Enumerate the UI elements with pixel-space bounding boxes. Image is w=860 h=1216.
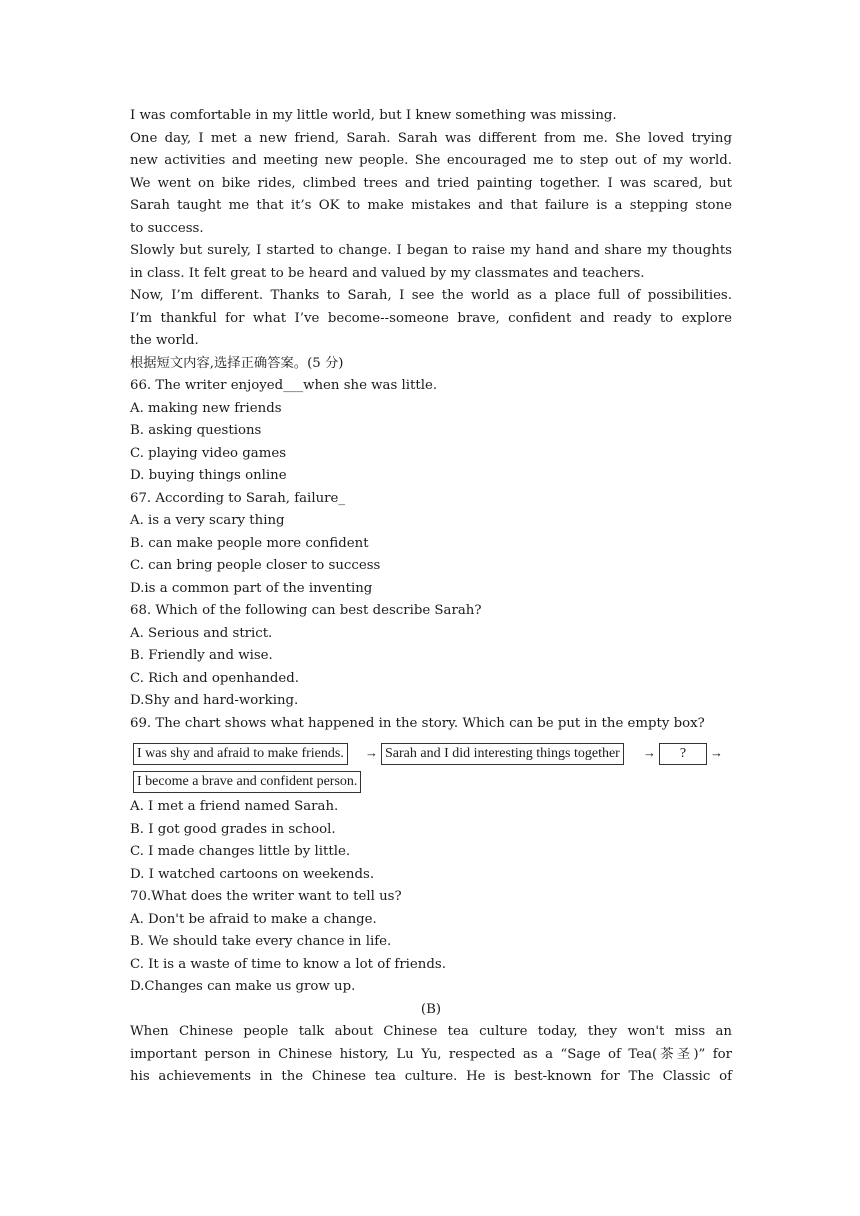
flowchart-box: I was shy and afraid to make friends. <box>133 743 348 765</box>
arrow-right-icon: → <box>643 745 656 760</box>
passage-line: his achievements in the Chinese tea culture. He is best-known for The Classic of <box>130 1069 732 1084</box>
flowchart-box: Sarah and I did interesting things together <box>381 743 624 765</box>
passage-line: new activities and meeting new people. She encouraged me to step out of my world. <box>130 153 732 168</box>
answer-option: C. I made changes little by little. <box>130 844 351 859</box>
answer-option: A. Don't be afraid to make a change. <box>130 911 377 927</box>
section-heading: (B) <box>420 1001 442 1017</box>
question-stem: 70.What does the writer want to tell us? <box>130 889 402 904</box>
flowchart-empty-box: ? <box>659 743 707 765</box>
question-stem: 67. According to Sarah, failure_ <box>130 490 346 506</box>
answer-option: A. making new friends <box>130 400 282 416</box>
answer-option: A. I met a friend named Sarah. <box>130 799 339 814</box>
passage-line: Slowly but surely, I started to change. I began to raise my hand and share my thoughts <box>130 243 732 258</box>
passage-line: the world. <box>130 333 199 348</box>
answer-option: B. I got good grades in school. <box>130 821 336 837</box>
instruction: 根据短文内容,选择正确答案。(5 分) <box>130 355 344 371</box>
answer-option: C. It is a waste of time to know a lot of friends. <box>130 956 446 972</box>
answer-option: D. I watched cartoons on weekends. <box>130 866 375 882</box>
answer-option: C. can bring people closer to success <box>130 558 381 573</box>
arrow-right-icon: → <box>365 745 378 760</box>
answer-option: A. Serious and strict. <box>130 625 273 641</box>
answer-option: D.is a common part of the inventing <box>130 580 373 596</box>
answer-option: D. buying things online <box>130 468 287 483</box>
passage-line: important person in Chinese history, Lu Yu, respected as a “Sage of Tea(茶圣)” for <box>130 1046 732 1062</box>
answer-option: C. playing video games <box>130 445 287 461</box>
answer-option: B. Friendly and wise. <box>130 648 273 663</box>
question-stem: 68. Which of the following can best describe Sarah? <box>130 603 482 618</box>
arrow-right-icon: → <box>710 745 723 760</box>
passage-line: I’m thankful for what I’ve become--someone brave, confident and ready to explore <box>130 310 732 326</box>
answer-option: B. asking questions <box>130 423 262 438</box>
passage-line: Now, I’m different. Thanks to Sarah, I see the world as a place full of possibilities. <box>130 288 732 303</box>
passage-line: We went on bike rides, climbed trees and tried painting together. I was scared, but <box>130 175 732 191</box>
passage-line: to success. <box>130 220 204 236</box>
answer-option: C. Rich and openhanded. <box>130 670 300 686</box>
question-stem: 66. The writer enjoyed___when she was little. <box>130 378 438 393</box>
answer-option: D.Changes can make us grow up. <box>130 979 356 994</box>
document-page <box>130 105 732 1089</box>
passage-line: in class. It felt great to be heard and valued by my classmates and teachers. <box>130 265 645 281</box>
passage-line: One day, I met a new friend, Sarah. Sarah was different from me. She loved trying <box>130 130 732 146</box>
answer-option: A. is a very scary thing <box>130 513 285 528</box>
answer-option: B. can make people more confident <box>130 535 369 551</box>
answer-option: B. We should take every chance in life. <box>130 934 392 949</box>
question-stem: 69. The chart shows what happened in the story. Which can be put in the empty box? <box>130 715 705 731</box>
passage-line: I was comfortable in my little world, but I knew something was missing. <box>130 108 617 123</box>
passage-line: Sarah taught me that it’s OK to make mistakes and that failure is a stepping stone <box>130 198 732 213</box>
answer-option: D.Shy and hard-working. <box>130 693 299 708</box>
flowchart-box: I become a brave and confident person. <box>133 771 361 793</box>
passage-line: When Chinese people talk about Chinese tea culture today, they won't miss an <box>130 1024 732 1039</box>
story-flowchart <box>130 739 732 794</box>
